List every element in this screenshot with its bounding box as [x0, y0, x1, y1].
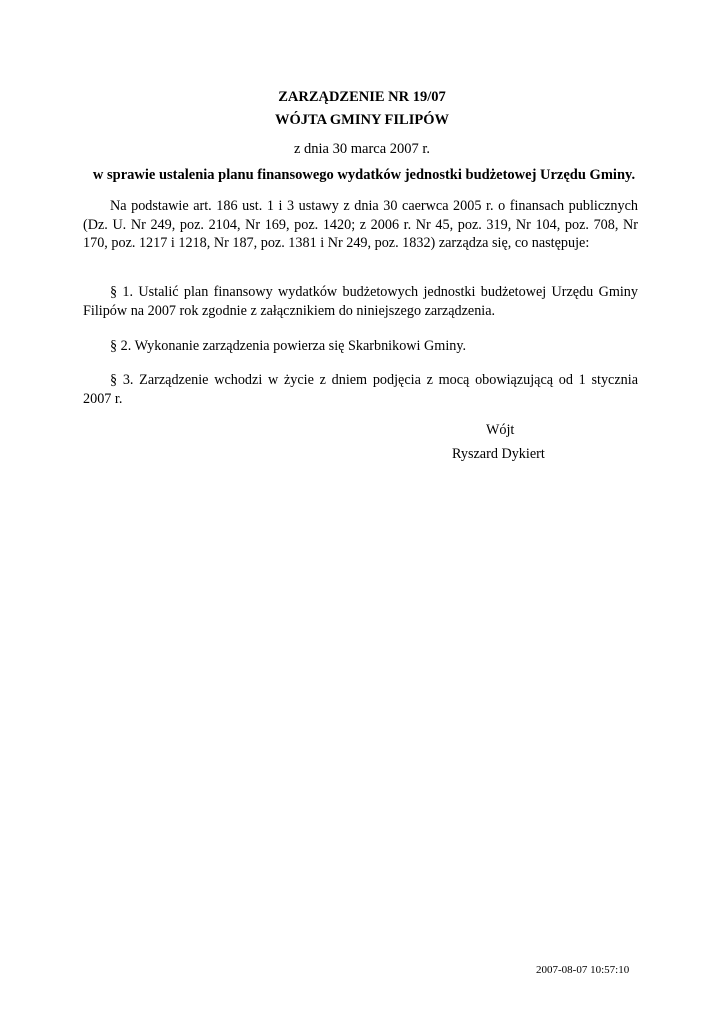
- signature-role: Wójt: [486, 422, 515, 438]
- legal-basis-paragraph: Na podstawie art. 186 ust. 1 i 3 ustawy z dnia 30 caerwca 2005 r. o finansach publicznych (Dz. U. Nr 249, poz. 2104, Nr 169, poz. 1420; z 2006 r. Nr 45, poz. 319, Nr 104, poz. 708, Nr 170, poz. 1217 i 1218, Nr 187, poz. 1381 i Nr 249, poz. 1832) zarządza się, co następuje:: [83, 198, 638, 252]
- document-title: ZARZĄDZENIE NR 19/07: [278, 89, 446, 105]
- section-1-paragraph: § 1. Ustalić plan finansowy wydatków budżetowych jednostki budżetowej Urzędu Gminy Filipów na 2007 rok zgodnie z załącznikiem do niniejszego zarządzenia.: [83, 284, 638, 319]
- footer-timestamp: 2007-08-07 10:57:10: [536, 964, 630, 976]
- section-2-paragraph: § 2. Wykonanie zarządzenia powierza się Skarbnikowi Gminy.: [110, 338, 467, 354]
- document-issuer: WÓJTA GMINY FILIPÓW: [274, 112, 449, 128]
- document-subject: w sprawie ustalenia planu finansowego wydatków jednostki budżetowej Urzędu Gminy.: [92, 167, 636, 183]
- section-3-paragraph: § 3. Zarządzenie wchodzi w życie z dniem podjęcia z mocą obowiązującą od 1 stycznia 2007 r.: [83, 372, 638, 407]
- signature-name: Ryszard Dykiert: [452, 446, 545, 462]
- document-date: z dnia 30 marca 2007 r.: [293, 141, 431, 157]
